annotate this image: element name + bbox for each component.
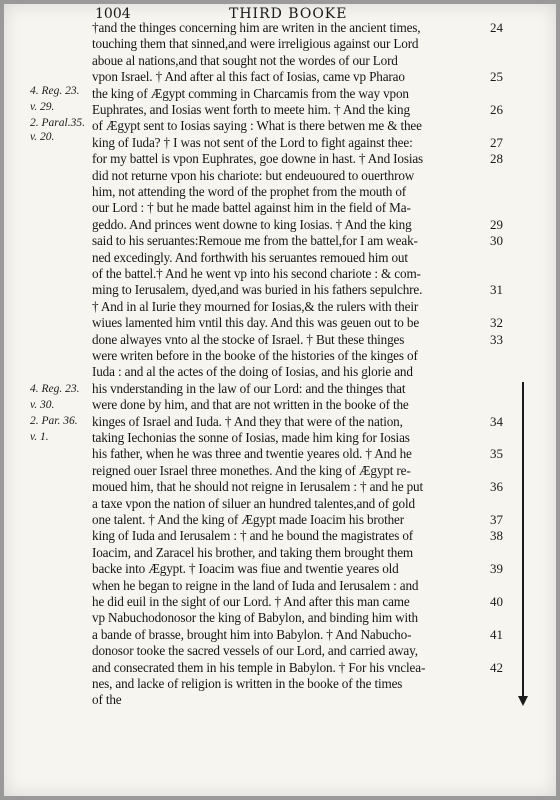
text-line: backe into Ægypt. † Ioacim was fiue and twentie yeares old: [92, 561, 399, 577]
text-line: the king of Ægypt comming in Charcamis from the way vpon: [92, 85, 409, 101]
text-line: Ioacim, and Zaracel his brother, and taking them brought them: [92, 544, 414, 560]
text-line: done alwayes vnto al the stocke of Israel. † But these thinges: [92, 331, 405, 347]
bracket-rule-tip: [518, 696, 528, 706]
text-line: Euphrates, and Iosias went forth to meete him. † And the king: [92, 102, 410, 117]
text-line: a taxe vpon the nation of siluer an hundred talentes,and of gold: [92, 495, 415, 511]
text-line: nes, and lacke of religion is written in the booke of the times: [92, 676, 403, 691]
text-line: one talent. † And the king of Ægypt made Ioacim his brother: [92, 512, 404, 527]
verse-number: 39: [490, 561, 503, 577]
verse-number: 28: [490, 151, 503, 167]
text-line: he did euil in the sight of our Lord. † And after this man came: [92, 594, 410, 609]
text-line: did not returne vpon his chariote: but endeuoured to ouerthrow: [92, 167, 415, 183]
verse-number: 27: [490, 134, 503, 150]
verse-number: 25: [490, 69, 503, 85]
margin-note: v. 20.: [30, 131, 55, 143]
margin-note: 2. Paral.35.: [30, 117, 85, 129]
text-line: †and the thinges concerning him are writen in the ancient times,: [92, 20, 421, 35]
text-line: his vnderstanding in the law of our Lord: and the thinges that: [92, 380, 406, 396]
text-line: taking Iechonias the sonne of Iosias, made him king for Iosias: [92, 430, 410, 445]
text-line: aboue al nations,and that sought not the wordes of our Lord: [92, 52, 398, 68]
verse-number: 33: [490, 331, 503, 347]
verse-number: 29: [490, 216, 503, 232]
verse-number: 42: [490, 659, 503, 675]
verse-number: 37: [490, 512, 503, 527]
book-page: [4, 4, 556, 796]
verse-number: 38: [490, 528, 503, 544]
text-line: when he began to reigne in the land of Iuda and Ierusalem : and: [92, 577, 419, 593]
running-head: THIRD BOOKE: [229, 6, 348, 22]
text-line: moued him, that he should not reigne in Ierusalem : † and he put: [92, 479, 424, 495]
text-line: of the battel.† And he went vp into his second chariote : & com-: [92, 266, 421, 281]
text-line: king of Iuda? † I was not sent of the Lord to fight against thee:: [92, 134, 413, 150]
bracket-rule: [522, 382, 524, 702]
text-line: our Lord : † but he made battel against him in the field of Ma-: [92, 200, 411, 216]
text-line: for my battel is vpon Euphrates, goe downe in hast. † And Iosias: [92, 151, 424, 167]
verse-number: 26: [490, 102, 503, 117]
verse-number: 34: [490, 413, 503, 429]
margin-note: 4. Reg. 23.: [30, 383, 80, 395]
text-line: a bande of brasse, brought him into Babylon. † And Nabucho-: [92, 626, 412, 642]
text-line: ming to Ierusalem, dyed,and was buried in his fathers sepulchre.: [92, 282, 423, 298]
margin-note: v. 29.: [30, 101, 55, 113]
verse-number: 31: [490, 282, 503, 298]
text-line: geddo. And princes went downe to king Iosias. † And the king: [92, 216, 412, 232]
text-line: king of Iuda and Ierusalem : † and he bound the magistrates of: [92, 528, 414, 544]
verse-number: 41: [490, 626, 503, 642]
verse-number: 36: [490, 479, 503, 495]
text-line: and consecrated them in his temple in Babylon. † For his vnclea-: [92, 659, 426, 675]
text-line: reigned ouer Israel three monethes. And the king of Ægypt re-: [92, 462, 411, 478]
verse-number: 24: [490, 20, 503, 35]
text-line: him, not attending the word of the prophet from the mouth of: [92, 184, 407, 199]
text-line: kinges of Israel and Iuda. † And they that were of the nation,: [92, 413, 403, 429]
verse-number: 30: [490, 233, 503, 249]
text-line: vpon Israel. † And after al this fact of Iosias, came vp Pharao: [92, 69, 405, 85]
text-line: said to his seruantes:Remoue me from the battel,for I am weak-: [92, 233, 418, 249]
page-number: 1004: [95, 6, 131, 22]
text-line: were writen before in the booke of the histories of the kinges of: [92, 348, 418, 363]
text-line: wiues lamented him vntil this day. And this was geuen out to be: [92, 315, 420, 331]
text-line: of Ægypt sent to Iosias saying : What is there betwen me & thee: [92, 118, 422, 134]
text-line: ned excedingly. And forthwith his seruantes remoued him out: [92, 249, 408, 265]
text-line: donosor tooke the sacred vessels of our Lord, and carried away,: [92, 643, 418, 659]
text-line: of the: [92, 692, 122, 708]
text-line: vp Nabuchodonosor the king of Babylon, and binding him with: [92, 610, 418, 626]
margin-note: 4. Reg. 23.: [30, 85, 80, 97]
margin-note: v. 30.: [30, 399, 55, 411]
text-line: touching them that sinned,and were irreligious against our Lord: [92, 36, 419, 52]
verse-number: 32: [490, 315, 503, 331]
text-line: his father, when he was three and twentie yeares old. † And he: [92, 446, 412, 462]
text-line: were done by him, and that are not written in the booke of the: [92, 397, 409, 413]
margin-note: 2. Par. 36.: [30, 415, 78, 427]
text-line: Iuda : and al the actes of the doing of Iosias, and his glorie and: [92, 364, 413, 380]
verse-number: 35: [490, 446, 503, 462]
margin-note: v. 1.: [30, 431, 49, 443]
verse-number: 40: [490, 594, 503, 609]
text-line: † And in al Iurie they mourned for Iosias,& the rulers with their: [92, 298, 419, 314]
